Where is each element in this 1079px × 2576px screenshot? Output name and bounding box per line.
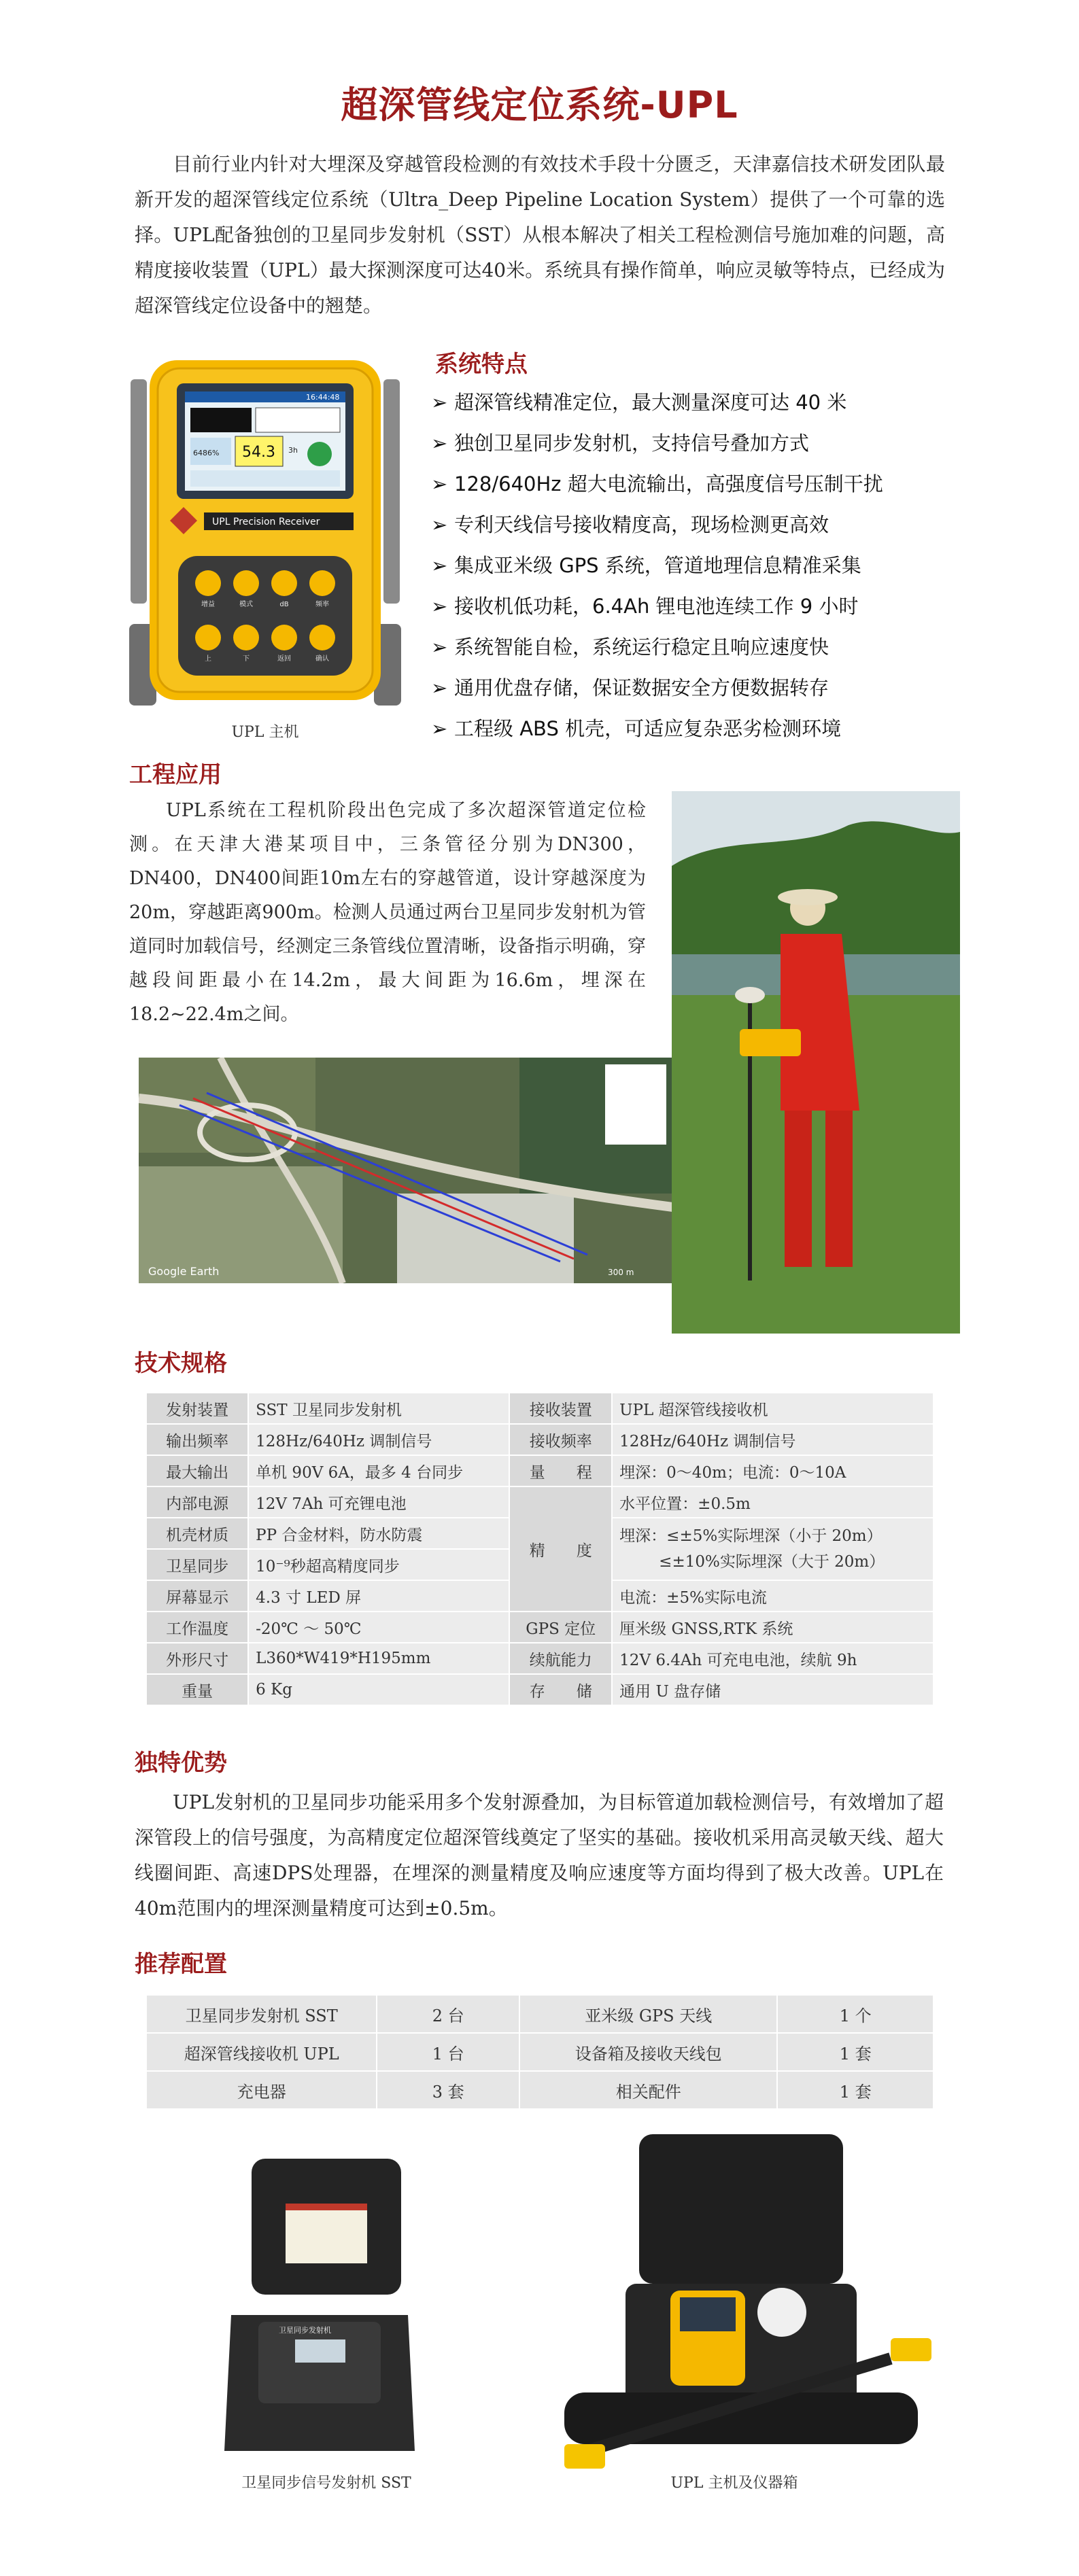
brand-label: UPL Precision Receiver (212, 517, 320, 527)
map-brand: Google Earth (148, 1265, 220, 1278)
config-table (145, 1994, 934, 2110)
table-row: 机壳材质 PP 合金材料，防水防震 埋深：≤±5%实际埋深（小于 20m） ≤±10%实际埋深（大于 20m） (146, 1518, 934, 1549)
table-row: 工作温度 -20℃ ～ 50℃ GPS 定位 厘米级 GNSS,RTK 系统 (146, 1612, 934, 1643)
svg-text:下: 下 (243, 655, 250, 663)
features-list (431, 382, 961, 749)
table-row: 充电器 3 套 相关配件 1 套 (146, 2071, 934, 2109)
page-title: 超深管线定位系统-UPL (341, 84, 738, 126)
table-row: 卫星同步 10⁻⁹秒超高精度同步 (146, 1549, 934, 1580)
table-row: 内部电源 12V 7Ah 可充锂电池 精 度 水平位置：±0.5m (146, 1486, 934, 1518)
config-heading: 推荐配置 (135, 1951, 227, 1978)
table-row: 外形尺寸 L360*W419*H195mm 续航能力 12V 6.4Ah 可充电电池，续航 9h (146, 1643, 934, 1674)
feature-item: ➢ 超深管线精准定位，最大测量深度可达 40 米 (431, 391, 847, 414)
advantage-heading: 独特优势 (135, 1750, 227, 1777)
svg-text:确认: 确认 (315, 655, 329, 663)
svg-text:模式: 模式 (239, 601, 253, 608)
svg-text:增益: 增益 (201, 601, 215, 608)
field-photo (672, 791, 960, 1334)
svg-text:dB: dB (279, 601, 289, 608)
svg-text:6486%: 6486% (193, 449, 220, 457)
feature-item: ➢ 独创卫星同步发射机，支持信号叠加方式 (431, 432, 810, 455)
map-scale: 300 m (608, 1268, 634, 1277)
svg-text:返回: 返回 (277, 655, 291, 663)
feature-item: ➢ 128/640Hz 超大电流输出，高强度信号压制干扰 (431, 472, 883, 495)
table-row: 重量 6 Kg 存 储 通用 U 盘存储 (146, 1674, 934, 1705)
device-caption: UPL 主机 (231, 724, 299, 741)
table-row: 最大输出 单机 90V 6A，最多 4 台同步 量 程 埋深：0～40m；电流：0～10A (146, 1455, 934, 1486)
table-row: 输出频率 128Hz/640Hz 调制信号 接收频率 128Hz/640Hz 调制信号 (146, 1424, 934, 1455)
feature-item: ➢ 接收机低功耗，6.4Ah 锂电池连续工作 9 小时 (431, 595, 859, 618)
feature-item: ➢ 系统智能自检，系统运行稳定且响应速度快 (431, 636, 829, 659)
svg-text:频率: 频率 (315, 601, 329, 608)
advantage-paragraph: UPL发射机的卫星同步功能采用多个发射源叠加，为目标管道加载检测信号，有效增加了超深管段上的信号强度，为高精度定位超深管线奠定了坚实的基础。接收机采用高灵敏天线、超大线圈间距、高速DPS处理器，在埋深的测量精度及响应速度等方面均得到了极大改善。UPL在40m范围内的埋深测量精度可达到±0.5m。 (135, 1791, 944, 1919)
sst-transmitter-image (218, 2159, 422, 2458)
screen-time: 16:44:48 (306, 393, 340, 402)
feature-item: ➢ 集成亚米级 GPS 系统，管道地理信息精准采集 (431, 554, 861, 577)
feature-item: ➢ 工程级 ABS 机壳，可适应复杂恶劣检测环境 (431, 717, 842, 740)
upl-case-image (551, 2134, 945, 2481)
satellite-map-image (139, 1058, 673, 1283)
svg-text:上: 上 (205, 655, 211, 663)
svg-text:3h: 3h (288, 446, 298, 455)
intro-paragraph: 目前行业内针对大埋深及穿越管段检测的有效技术手段十分匮乏，天津嘉信技术研发团队最新开发的超深管线定位系统（Ultra_Deep Pipeline Location System）提供了一个可靠的选择。UPL配备独创的卫星同步发射机（SST）从根本解决了相关工程检测信号施加难的问题，高精度接收装置（UPL）最大探测深度可达40米。系统具有操作简单，响应灵敏等特点，已经成为超深管线定位设备中的翘楚。 (135, 153, 945, 317)
application-heading: 工程应用 (129, 761, 222, 788)
screen-reading: 54.3 (242, 444, 275, 461)
table-row: 屏幕显示 4.3 寸 LED 屏 电流：±5%实际电流 (146, 1580, 934, 1612)
specs-heading: 技术规格 (135, 1350, 227, 1377)
feature-item: ➢ 通用优盘存储，保证数据安全方便数据转存 (431, 676, 829, 699)
caption-right: UPL 主机及仪器箱 (670, 2475, 798, 2492)
caption-left: 卫星同步信号发射机 SST (241, 2475, 411, 2492)
application-paragraph: UPL系统在工程机阶段出色完成了多次超深管道定位检测。在天津大港某项目中，三条管径分别为DN300，DN400，DN400间距10m左右的穿越管道，设计穿越深度为20m，穿越距离900m。检测人员通过两台卫星同步发射机为管道同时加载信号，经测定三条管线位置清晰，设备指示明确，穿越段间距最小在14.2m，最大间距为16.6m，埋深在18.2~22.4m之间。 (129, 800, 646, 1025)
feature-item: ➢ 专利天线信号接收精度高，现场检测更高效 (431, 513, 829, 536)
upl-receiver-image (122, 352, 408, 719)
specs-table (145, 1392, 934, 1706)
features-heading: 系统特点 (435, 351, 528, 378)
table-row: 超深管线接收机 UPL 1 台 设备箱及接收天线包 1 套 (146, 2033, 934, 2071)
table-row: 卫星同步发射机 SST 2 台 亚米级 GPS 天线 1 个 (146, 1995, 934, 2033)
table-row: 发射装置 SST 卫星同步发射机 接收装置 UPL 超深管线接收机 (146, 1393, 934, 1424)
svg-text:卫星同步发射机: 卫星同步发射机 (279, 2326, 331, 2335)
